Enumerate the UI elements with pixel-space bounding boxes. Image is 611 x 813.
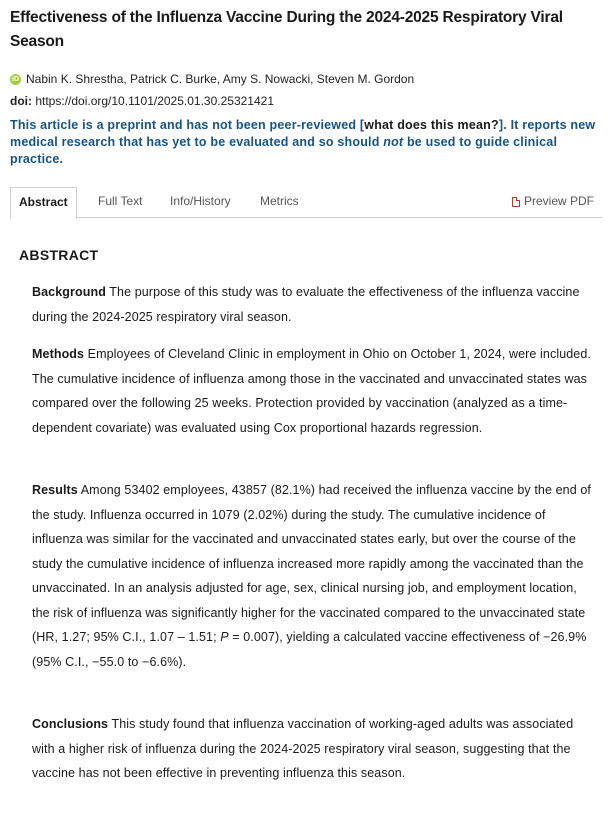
abstract-results: [32, 478, 592, 674]
preview-pdf-label: Preview PDF: [523, 194, 594, 208]
background-label: Background: [32, 285, 106, 299]
methods-label: Methods: [32, 347, 85, 361]
tab-abstract[interactable]: Abstract: [10, 187, 77, 219]
results-text-1: Among 53402 employees, 43857 (82.1%) had received the influenza vaccine by the end of the study. Influenza occurred in 1079 (2.02%) during the study. The cumulative incidence of influenza was similar for the vaccinated and unvaccinated states early, but over the course of the study the cumulative incidence of influenza increased more rapidly among the vaccinated than the unvaccinated. In an analysis adjusted for age, sex, clinical nursing job, and employment location, the risk of influenza was significantly higher for the vaccinated compared to the unvaccinated state (HR, 1.27; 95% C.I., 1.07 – 1.51;: [32, 483, 591, 644]
what-does-this-mean-link[interactable]: what does this mean?: [364, 118, 499, 132]
conclusions-text: This study found that influenza vaccination of working-aged adults was associated with a higher risk of influenza during the 2024-2025 respiratory viral season, suggesting that the vaccine has not been effective in preventing influenza this season.: [32, 717, 574, 780]
preview-pdf-button[interactable]: [512, 187, 594, 216]
pdf-icon: [512, 197, 520, 207]
article-title: Effectiveness of the Influenza Vaccine During the 2024-2025 Respiratory Viral Season: [10, 9, 563, 50]
background-text: The purpose of this study was to evaluate the effectiveness of the influenza vaccine during the 2024-2025 respiratory viral season.: [32, 285, 580, 324]
notice-part-1: This article is a preprint and has not been peer-reviewed [: [10, 118, 365, 132]
doi-link[interactable]: https://doi.org/10.1101/2025.01.30.25321421: [35, 94, 274, 108]
author-list: [10, 72, 414, 86]
abstract-heading: ABSTRACT: [19, 247, 99, 263]
results-p-symbol: P: [220, 630, 229, 644]
article-tabs: [10, 187, 602, 218]
preprint-notice: [10, 117, 602, 168]
notice-emphasis: not: [383, 135, 404, 149]
doi-line: [10, 94, 274, 108]
methods-text: Employees of Cleveland Clinic in employment in Ohio on October 1, 2024, were included. The cumulative incidence of influenza among those in the vaccinated and unvaccinated states was compared over the following 25 weeks. Protection provided by vaccination (analyzed as a time-dependent covariate) was evaluated using Cox proportional hazards regression.: [32, 347, 591, 435]
orcid-icon[interactable]: iD: [12, 75, 19, 83]
tab-full-text[interactable]: Full Text: [98, 194, 143, 208]
conclusions-label: Conclusions: [32, 717, 109, 731]
tab-metrics[interactable]: Metrics: [260, 194, 299, 208]
doi-label: doi:: [10, 94, 32, 108]
author-names[interactable]: Nabin K. Shrestha, Patrick C. Burke, Amy S. Nowacki, Steven M. Gordon: [26, 72, 415, 86]
results-label: Results: [32, 483, 78, 497]
tab-info-history[interactable]: Info/History: [170, 194, 231, 208]
notice-part-3: be used to guide clinical practice.: [10, 135, 558, 166]
abstract-conclusions: [32, 712, 592, 786]
abstract-methods: [32, 342, 592, 440]
notice-part-2: ]. It reports new medical research that has yet to be evaluated and so should: [10, 118, 596, 149]
results-text-2: = 0.007), yielding a calculated vaccine effectiveness of −26.9% (95% C.I., −55.0 to −6.6%).: [32, 630, 587, 669]
abstract-background: [32, 280, 592, 329]
